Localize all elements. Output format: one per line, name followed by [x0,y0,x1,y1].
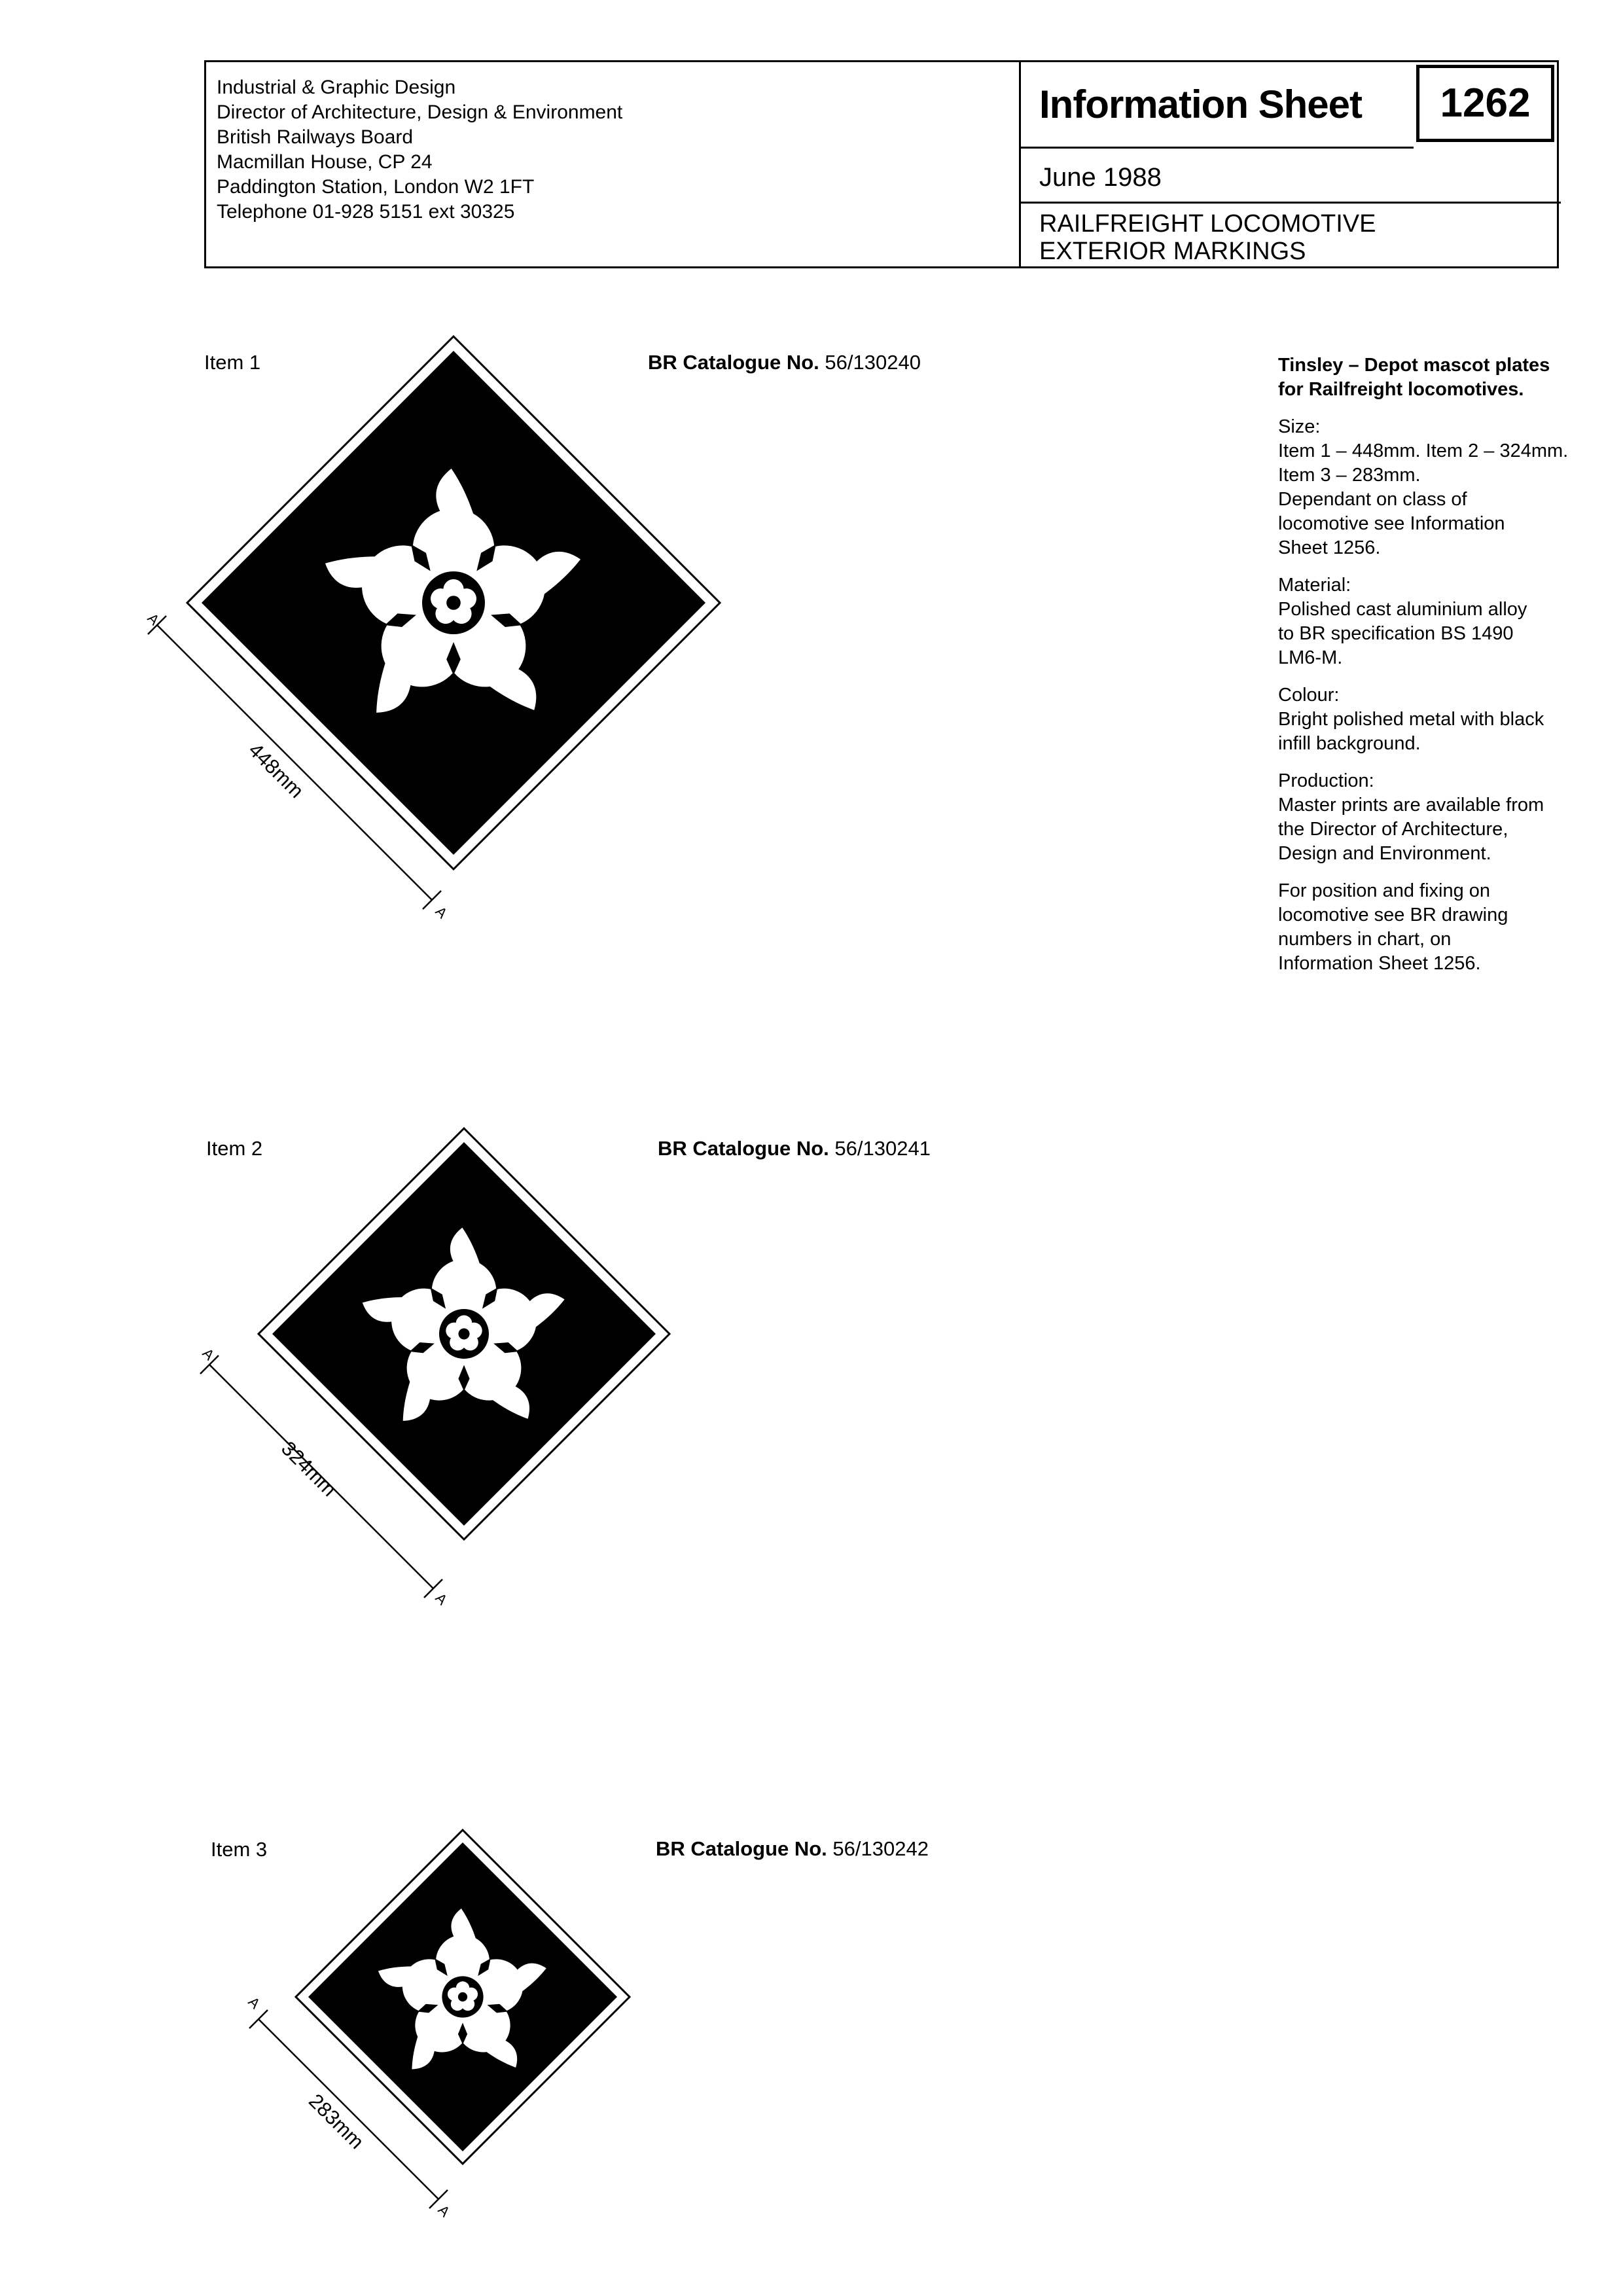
catalogue-number: 56/130242 [832,1837,929,1860]
spec-line: the Director of Architecture, [1278,819,1508,840]
spec-line: LM6-M. [1278,647,1343,668]
spec-line: to BR specification BS 1490 [1278,623,1514,644]
spec-line: locomotive see Information [1278,513,1505,534]
spec-size [1278,415,1618,560]
spec-line: Sheet 1256. [1278,537,1381,558]
spec-material [1278,573,1618,670]
sheet-number: 1262 [1416,65,1554,142]
sheet-title: Information Sheet [1021,62,1414,149]
item-2-label: Item 2 [206,1137,263,1160]
item-1-label: Item 1 [204,351,261,374]
spec-line: For position and fixing on [1278,880,1491,901]
subject-line: EXTERIOR MARKINGS [1039,238,1306,265]
spec-heading-line: Tinsley – Depot mascot plates [1278,355,1550,376]
end-marker: A [199,1344,218,1363]
catalogue-prefix: BR Catalogue No. [656,1837,827,1860]
spec-line: Master prints are available from [1278,795,1544,816]
catalogue-prefix: BR Catalogue No. [648,351,819,374]
item-2-dimension: 324mm [277,1437,341,1501]
subject-line: RAILFREIGHT LOCOMOTIVE [1039,210,1376,238]
catalogue-number: 56/130241 [834,1137,931,1160]
spec-line: Bright polished metal with black [1278,709,1544,730]
item-3-label: Item 3 [211,1838,268,1861]
item-2-plate [200,1128,669,1598]
address-line: Industrial & Graphic Design [217,77,456,98]
end-marker: A [432,903,451,922]
spec-line: Item 1 – 448mm. Item 2 – 324mm. [1278,440,1569,461]
spec-line: Dependant on class of [1278,489,1467,510]
spec-heading-line: for Railfreight locomotives. [1278,379,1524,400]
spec-heading [1278,353,1618,402]
end-marker: A [144,609,163,628]
item-1-plate [148,336,720,909]
spec-fixing [1278,879,1618,976]
spec-line: Item 3 – 283mm. [1278,465,1421,486]
spec-production [1278,769,1618,866]
spec-colour [1278,683,1618,756]
item-3-plate [249,1830,630,2208]
item-3-dimension: 283mm [304,2089,368,2154]
catalogue-number: 56/130240 [825,351,921,374]
address-line: Macmillan House, CP 24 [217,151,433,173]
spec-label: Production: [1278,770,1374,791]
spec-label: Size: [1278,416,1321,437]
item-1-dimension: 448mm [244,738,308,803]
sheet-date: June 1988 [1021,149,1561,204]
spec-label: Colour: [1278,685,1340,706]
spec-line: Design and Environment. [1278,843,1491,864]
address-line: Paddington Station, London W2 1FT [217,176,535,198]
address-line: Telephone 01-928 5151 ext 30325 [217,201,515,223]
end-marker: A [432,1589,451,1608]
address-line: British Railways Board [217,126,414,148]
spec-line: Information Sheet 1256. [1278,953,1481,974]
spec-line: numbers in chart, on [1278,929,1452,950]
address-line: Director of Architecture, Design & Environment [217,101,623,123]
catalogue-prefix: BR Catalogue No. [658,1137,829,1160]
spec-line: infill background. [1278,733,1421,754]
spec-line: locomotive see BR drawing [1278,905,1508,925]
plate-specification [1278,353,1618,976]
spec-line: Polished cast aluminium alloy [1278,599,1527,620]
spec-label: Material: [1278,575,1351,596]
end-marker: A [435,2201,454,2220]
end-marker: A [245,1993,264,2012]
